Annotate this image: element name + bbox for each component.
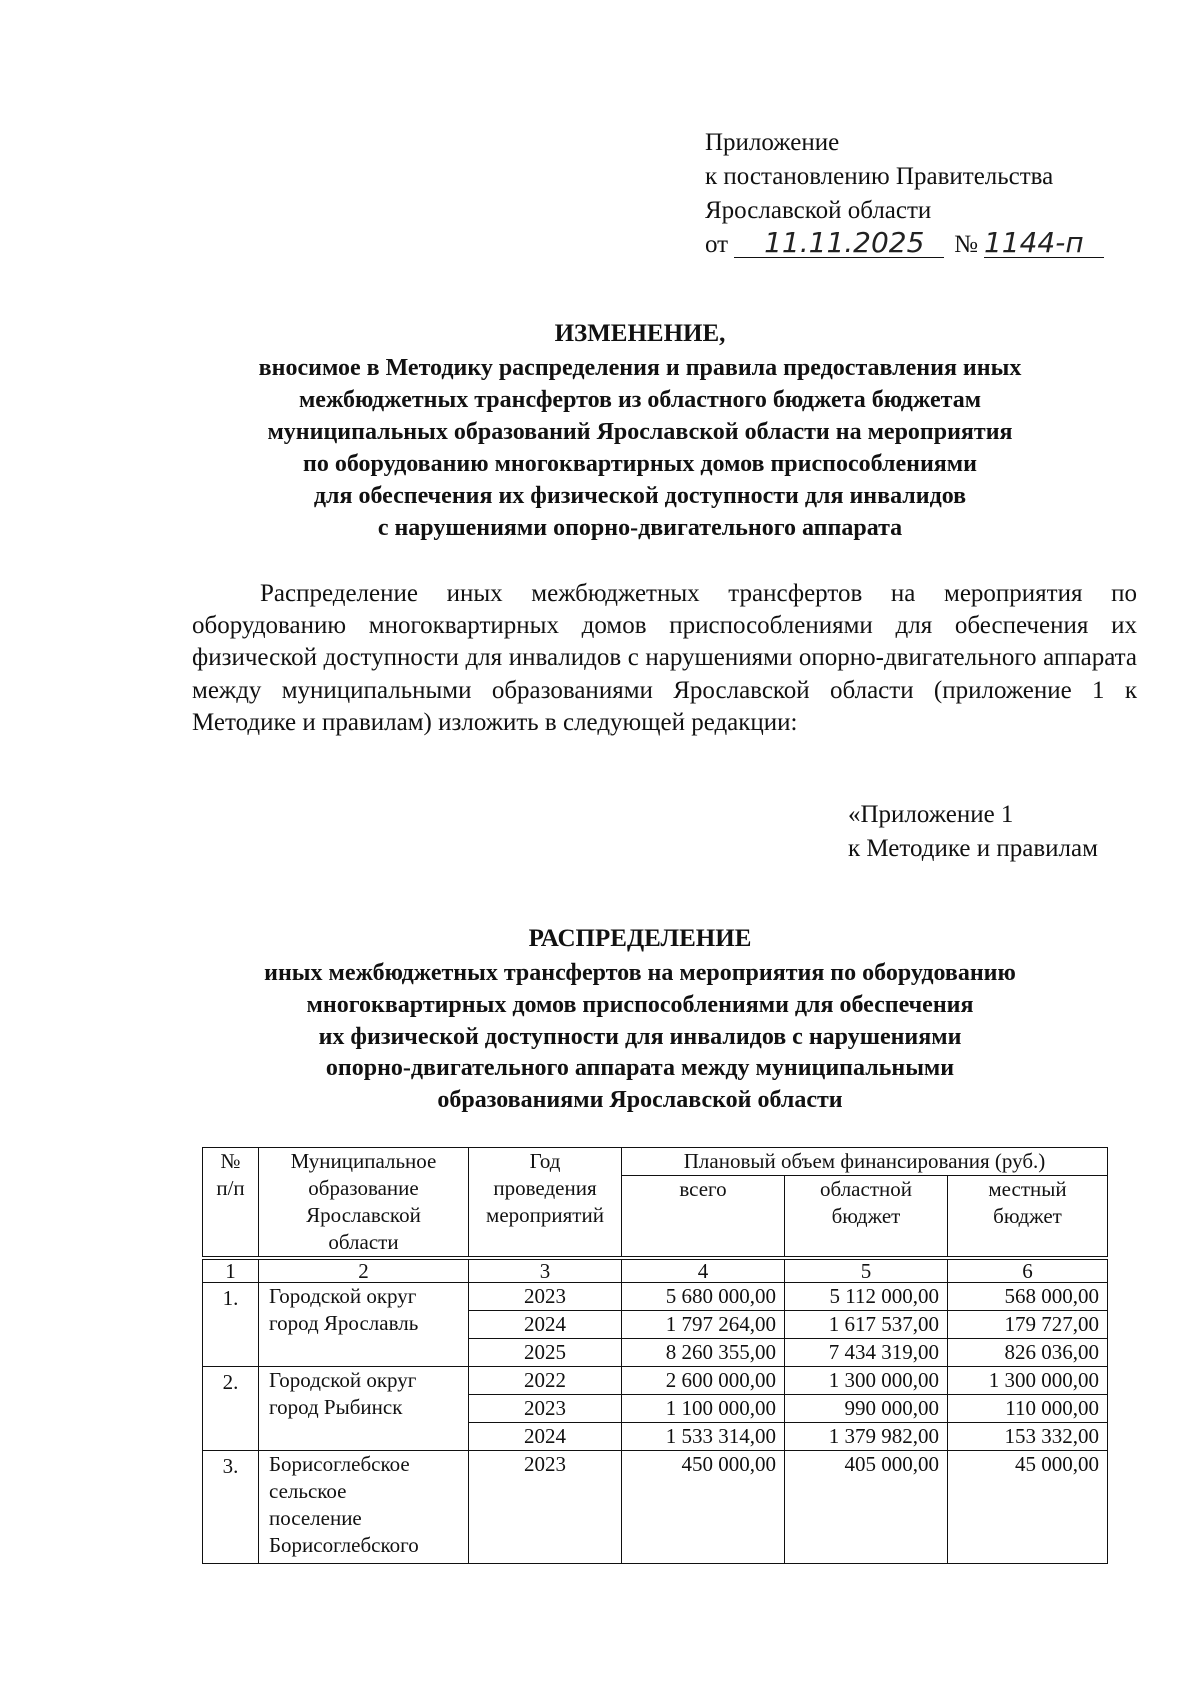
table-header-row [203,1148,1108,1176]
local-cell: 153 332,00 [948,1423,1108,1451]
total-cell: 5 680 000,00 [622,1283,785,1311]
local-cell: 568 000,00 [948,1283,1108,1311]
header-funding: Плановый объем финансирования (руб.) [622,1148,1108,1176]
header-num: № п/п [203,1148,259,1259]
distribution-subtitle-line: иных межбюджетных трансфертов на мероприятия по оборудованию [264,960,1016,986]
header-municipality: Муниципальное образование Ярославской области [259,1148,469,1259]
annex-reference [848,798,1098,866]
header-date-number-line [705,228,1104,262]
total-cell: 1 533 314,00 [622,1423,785,1451]
year-cell: 2025 [469,1339,622,1367]
year-cell: 2023 [469,1395,622,1423]
total-cell: 1 100 000,00 [622,1395,785,1423]
column-number-row [203,1258,1108,1283]
column-number: 2 [259,1258,469,1283]
row-number: 2. [203,1367,259,1451]
row-number: 1. [203,1283,259,1367]
year-cell: 2022 [469,1367,622,1395]
local-cell: 110 000,00 [948,1395,1108,1423]
table-row [203,1451,1108,1564]
year-cell: 2023 [469,1451,622,1564]
annex-reference-line: к Методике и правилам [848,835,1098,862]
document-header [705,126,1104,262]
header-line-region: Ярославской области [705,197,932,224]
column-number: 1 [203,1258,259,1283]
row-number: 3. [203,1451,259,1564]
header-line-annex: Приложение [705,129,840,156]
municipality-cell: Борисоглебское сельское поселение Борисоглебского [259,1451,469,1564]
subtitle-line: муниципальных образований Ярославской области на мероприятия [267,419,1013,445]
header-line-resolution: к постановлению Правительства [705,163,1054,190]
subtitle-line: по оборудованию многоквартирных домов приспособлениями [303,451,977,477]
regional-cell: 1 379 982,00 [785,1423,948,1451]
document-subtitle [190,352,1090,544]
distribution-subtitle-line: опорно-двигательного аппарата между муниципальными [325,1055,955,1082]
total-cell: 1 797 264,00 [622,1311,785,1339]
subtitle-line: для обеспечения их физической доступности для инвалидов [313,483,967,509]
distribution-subtitle [190,958,1090,1117]
number-label: № [954,231,978,258]
subtitle-line: вносимое в Методику распределения и правила предоставления иных [258,355,1022,381]
municipality-cell: Городской округ город Рыбинск [259,1367,469,1451]
distribution-table [202,1147,1108,1564]
table-row [203,1367,1108,1395]
local-cell: 45 000,00 [948,1451,1108,1564]
distribution-subtitle-line: их физической доступности для инвалидов с нарушениями [318,1023,962,1050]
handwritten-date: 11.11.2025 [734,229,944,258]
subtitle-line: межбюджетных трансфертов из областного бюджета бюджетам [298,387,982,413]
handwritten-number: 1144-п [984,229,1104,258]
column-number: 5 [785,1258,948,1283]
year-cell: 2024 [469,1423,622,1451]
header-total: всего [622,1176,785,1259]
regional-cell: 1 617 537,00 [785,1311,948,1339]
local-cell: 179 727,00 [948,1311,1108,1339]
body-paragraph: Распределение иных межбюджетных трансфертов на мероприятия по оборудованию многоквартирных домов приспособлениями для обеспечения их физической доступности для инвалидов с нарушениями опорно-двигательного аппарата между муниципальными образованиями Ярославской области (приложение 1 к Методике и правилам) изложить в следующей редакции: [192,580,1137,736]
local-cell: 1 300 000,00 [948,1367,1108,1395]
regional-cell: 990 000,00 [785,1395,948,1423]
total-cell: 450 000,00 [622,1451,785,1564]
total-cell: 8 260 355,00 [622,1339,785,1367]
header-local: местный бюджет [948,1176,1108,1259]
document-title: ИЗМЕНЕНИЕ, [554,320,726,347]
from-label: от [705,231,729,258]
regional-cell: 5 112 000,00 [785,1283,948,1311]
distribution-subtitle-line: образованиями Ярославской области [437,1087,843,1114]
year-cell: 2024 [469,1311,622,1339]
regional-cell: 1 300 000,00 [785,1367,948,1395]
annex-reference-line: «Приложение 1 [848,801,1014,828]
header-year: Год проведения мероприятий [469,1148,622,1259]
distribution-title: РАСПРЕДЕЛЕНИЕ [528,925,752,952]
year-cell: 2023 [469,1283,622,1311]
regional-cell: 7 434 319,00 [785,1339,948,1367]
column-number: 6 [948,1258,1108,1283]
column-number: 4 [622,1258,785,1283]
local-cell: 826 036,00 [948,1339,1108,1367]
table-row [203,1283,1108,1311]
municipality-cell: Городской округ город Ярославль [259,1283,469,1367]
distribution-subtitle-line: многоквартирных домов приспособлениями для обеспечения [306,991,974,1018]
regional-cell: 405 000,00 [785,1451,948,1564]
subtitle-line: с нарушениями опорно-двигательного аппарата [377,515,903,541]
column-number: 3 [469,1258,622,1283]
total-cell: 2 600 000,00 [622,1367,785,1395]
header-regional: областной бюджет [785,1176,948,1259]
